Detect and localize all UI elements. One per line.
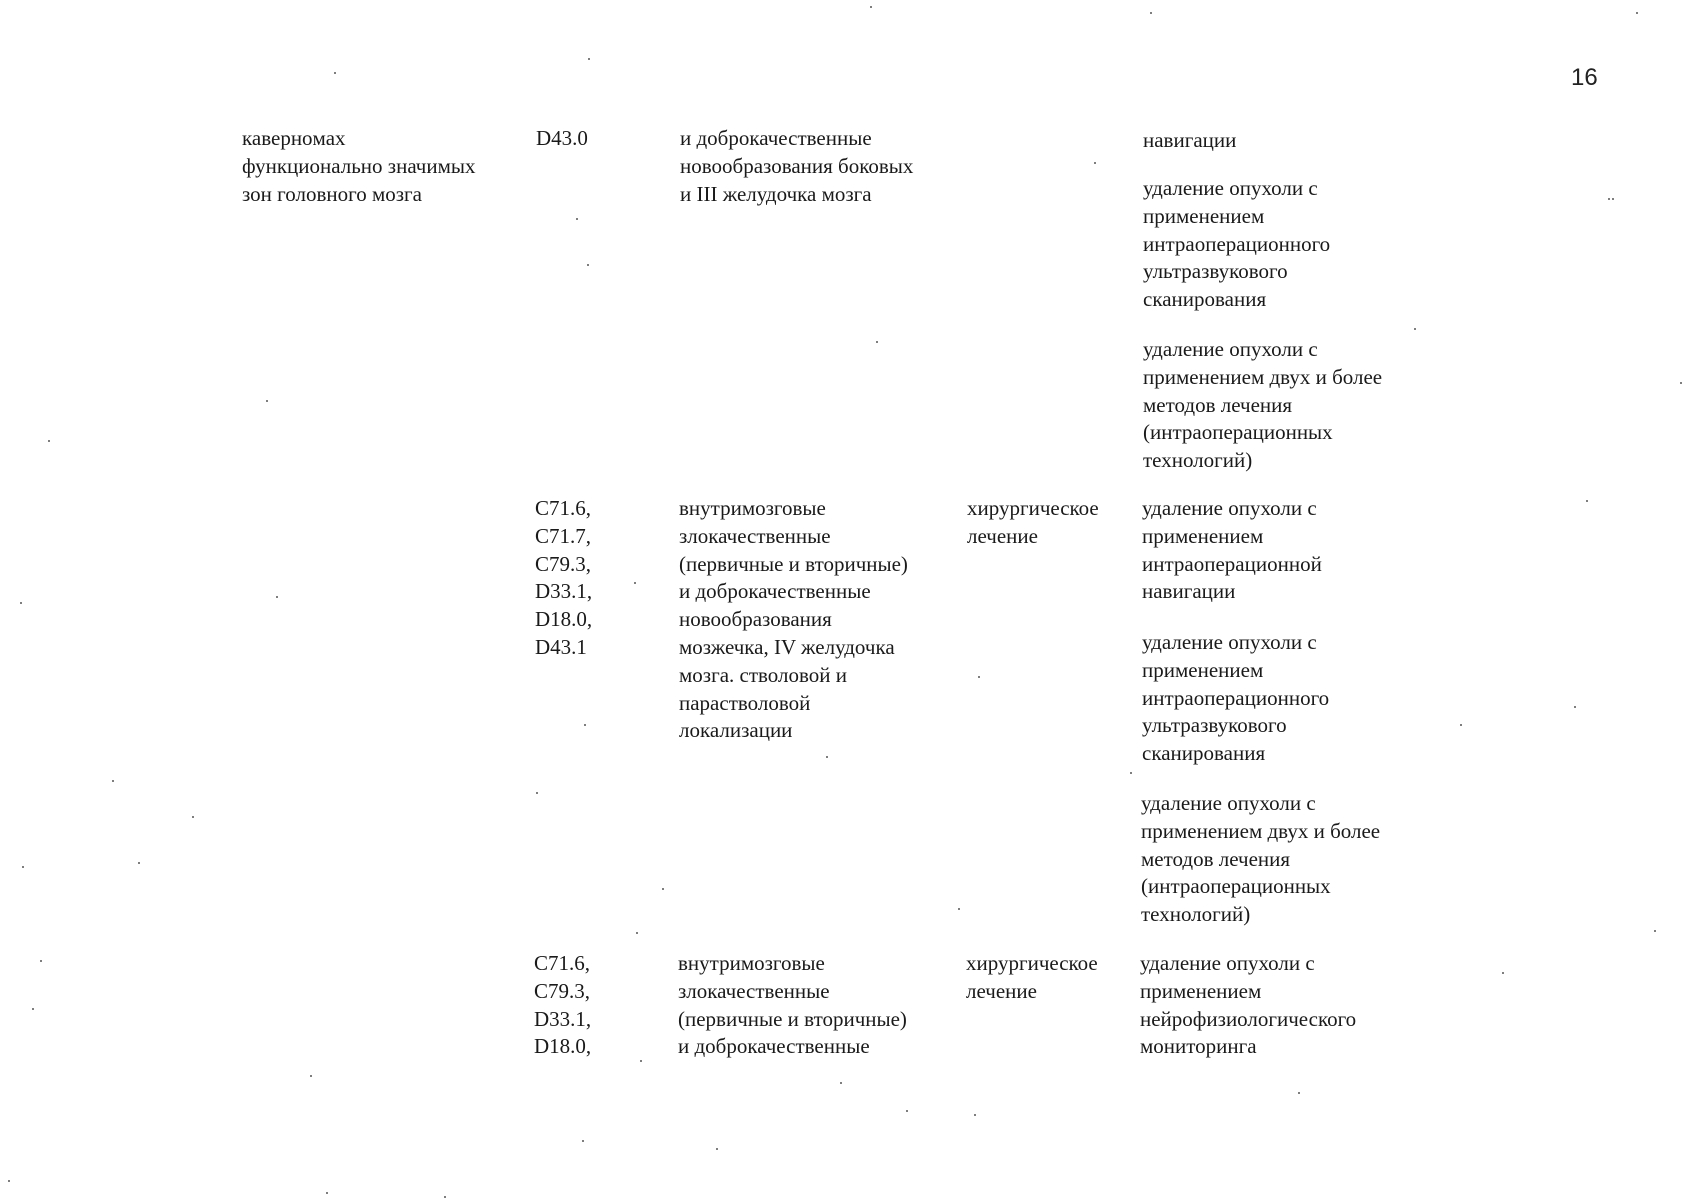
- scan-speck: [1636, 12, 1638, 14]
- method-line: сканирования: [1142, 741, 1266, 766]
- row3-treatment: [966, 950, 1098, 1006]
- row2-method-2: [1142, 629, 1329, 768]
- method-line: сканирования: [1143, 287, 1267, 312]
- scan-speck: [310, 1075, 312, 1077]
- method-line: технологий): [1141, 902, 1251, 927]
- row3-code-line: D18.0,: [534, 1034, 592, 1059]
- row3-model-line: (первичные и вторичные): [678, 1006, 907, 1031]
- scan-speck: [112, 780, 114, 782]
- row2-code-line: D33.1,: [535, 579, 593, 604]
- row3-code: [534, 950, 591, 1061]
- row2-code-line: C71.6,: [535, 496, 592, 520]
- row3-model-line: злокачественные: [678, 978, 830, 1003]
- row2-model: [679, 495, 908, 745]
- row2-treatment-line: лечение: [967, 523, 1038, 548]
- scan-speck: [716, 1148, 718, 1150]
- scan-speck: [1502, 972, 1504, 974]
- method-line: интраоперационного: [1142, 685, 1330, 710]
- row1-disease: [242, 125, 476, 208]
- method-line: применением: [1142, 523, 1264, 548]
- scan-speck: [582, 1140, 584, 1142]
- scan-speck: [192, 816, 194, 818]
- row1-disease-line: функционально значимых: [242, 153, 476, 178]
- row3-model: [678, 950, 907, 1061]
- scan-speck: [662, 888, 664, 890]
- row2-code: [535, 495, 592, 662]
- scan-speck: [8, 1180, 10, 1182]
- scan-speck: [1608, 198, 1610, 200]
- scan-speck: [444, 1196, 446, 1198]
- row2-model-line: (первичные и вторичные): [679, 551, 908, 576]
- scan-speck: [958, 908, 960, 910]
- row2-code-line: D18.0,: [535, 607, 593, 632]
- method-line: нейрофизиологического: [1140, 1006, 1357, 1031]
- method-line: методов лечения: [1143, 392, 1293, 417]
- method-line: ультразвукового: [1143, 259, 1288, 284]
- scan-speck: [276, 596, 278, 598]
- method-line: мониторинга: [1140, 1034, 1257, 1059]
- row3-method-1: [1140, 950, 1356, 1061]
- row2-code-line: D43.1: [535, 634, 587, 659]
- method-line: применением: [1143, 203, 1265, 228]
- method-line: удаление опухоли с: [1140, 951, 1315, 975]
- row1-disease-line: кавернoмах: [242, 126, 346, 150]
- row2-model-line: и доброкачественные: [679, 579, 871, 604]
- row1-disease-line: зон головного мозга: [242, 181, 422, 206]
- row1-code-line: D43.0: [536, 126, 588, 150]
- method-line: удаление опухоли с: [1142, 630, 1317, 654]
- scan-speck: [536, 792, 538, 794]
- scan-speck: [326, 1192, 328, 1194]
- scan-speck: [1574, 706, 1576, 708]
- row2-model-line: мозга. стволовой и: [679, 662, 847, 687]
- row3-code-line: D33.1,: [534, 1006, 592, 1031]
- row2-treatment: [967, 495, 1099, 551]
- scan-speck: [588, 58, 590, 60]
- scan-speck: [974, 1114, 976, 1116]
- method-line: применением двух и более: [1143, 364, 1383, 389]
- row1-method-1: [1143, 127, 1236, 155]
- scan-speck: [576, 218, 578, 220]
- row1-method-3: [1143, 336, 1382, 475]
- scan-speck: [22, 866, 24, 868]
- scan-speck: [640, 1060, 642, 1062]
- method-line: применением двух и более: [1141, 818, 1381, 843]
- method-line: удаление опухоли с: [1143, 176, 1318, 200]
- scan-speck: [826, 756, 828, 758]
- method-line: навигации: [1142, 579, 1236, 604]
- row2-model-line: локализации: [679, 718, 793, 743]
- scan-speck: [138, 862, 140, 864]
- method-line: удаление опухоли с: [1142, 496, 1317, 520]
- row2-model-line: злокачественные: [679, 523, 831, 548]
- method-line: навигации: [1143, 128, 1237, 152]
- method-line: методов лечения: [1141, 846, 1291, 871]
- row2-code-line: C79.3,: [535, 551, 592, 576]
- row3-code-line: C79.3,: [534, 978, 591, 1003]
- method-line: применением: [1142, 657, 1264, 682]
- method-line: удаление опухоли с: [1143, 337, 1318, 361]
- page-number: 16: [1571, 64, 1598, 91]
- scan-speck: [1654, 930, 1656, 932]
- scan-speck: [1680, 382, 1682, 384]
- row3-code-line: C71.6,: [534, 951, 591, 975]
- method-line: (интраоперационных: [1143, 420, 1333, 445]
- method-line: интраоперационного: [1143, 231, 1331, 256]
- row2-method-3: [1141, 790, 1380, 929]
- scan-speck: [266, 400, 268, 402]
- scan-speck: [876, 341, 878, 343]
- scan-speck: [1130, 772, 1132, 774]
- row2-model-line: мозжечка, IV желудочка: [679, 634, 895, 659]
- row2-treatment-line: хирургическое: [967, 496, 1099, 520]
- row2-code-line: C71.7,: [535, 523, 592, 548]
- row1-code: [536, 125, 588, 153]
- method-line: удаление опухоли с: [1141, 791, 1316, 815]
- scan-speck: [1414, 328, 1416, 330]
- scan-speck: [906, 1110, 908, 1112]
- scan-speck: [870, 6, 872, 8]
- row1-model-line: и III желудочка мозга: [680, 181, 872, 206]
- row3-treatment-line: лечение: [966, 978, 1037, 1003]
- row3-treatment-line: хирургическое: [966, 951, 1098, 975]
- row3-model-line: внутримозговые: [678, 951, 825, 975]
- scan-speck: [1298, 1092, 1300, 1094]
- method-line: применением: [1140, 978, 1262, 1003]
- row1-model-line: новообразования боковых: [680, 153, 914, 178]
- row1-method-2: [1143, 175, 1330, 314]
- method-line: технологий): [1143, 448, 1253, 473]
- scan-speck: [20, 602, 22, 604]
- row1-model-line: и доброкачественные: [680, 126, 872, 150]
- scan-speck: [978, 676, 980, 678]
- scan-speck: [40, 960, 42, 962]
- scan-speck: [584, 724, 586, 726]
- row2-model-line: парастволовой: [679, 690, 811, 715]
- method-line: ультразвукового: [1142, 713, 1287, 738]
- row1-model: [680, 125, 913, 208]
- row2-model-line: новообразования: [679, 607, 832, 632]
- scan-speck: [1586, 500, 1588, 502]
- method-line: интраоперационной: [1142, 551, 1322, 576]
- row2-method-1: [1142, 495, 1322, 606]
- scan-speck: [587, 264, 589, 266]
- scan-speck: [636, 932, 638, 934]
- row3-model-line: и доброкачественные: [678, 1034, 870, 1059]
- scan-speck: [48, 440, 50, 442]
- scan-speck: [1150, 12, 1152, 14]
- scan-speck: [1460, 724, 1462, 726]
- scan-speck: [634, 582, 636, 584]
- scan-speck: [334, 72, 336, 74]
- scan-speck: [32, 1008, 34, 1010]
- row2-model-line: внутримозговые: [679, 496, 826, 520]
- scan-speck: [1094, 162, 1096, 164]
- method-line: (интраоперационных: [1141, 874, 1331, 899]
- scan-speck: [840, 1082, 842, 1084]
- scan-speck: [1612, 198, 1614, 200]
